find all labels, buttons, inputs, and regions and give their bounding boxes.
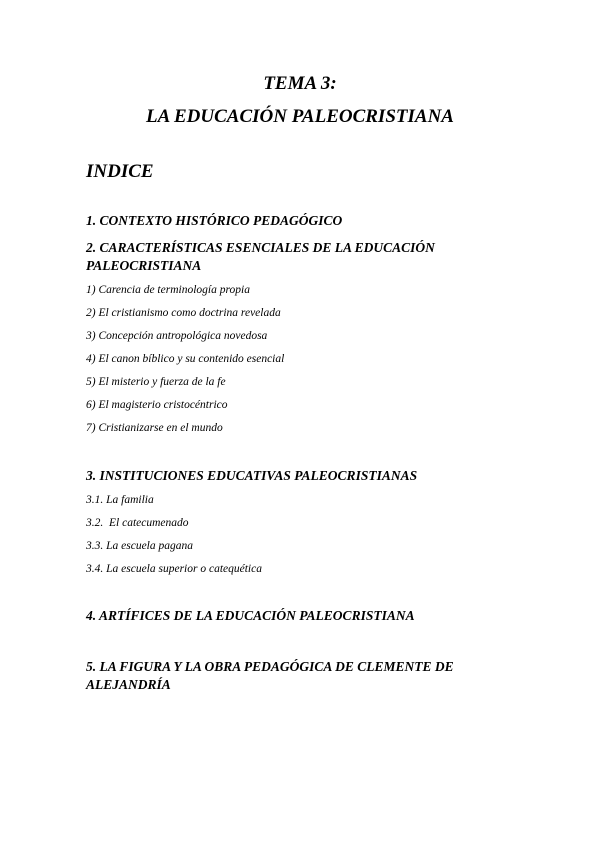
document-title-line-1: TEMA 3: — [263, 73, 337, 94]
section-3-item-2: 3.2. El catecumenado — [86, 517, 189, 529]
section-2-item-3: 3) Concepción antropológica novedosa — [86, 330, 268, 342]
section-2-title: 2. CARACTERÍSTICAS ESENCIALES DE LA EDUCACIÓN PALEOCRISTIANA — [86, 240, 435, 273]
section-1-title: 1. CONTEXTO HISTÓRICO PEDAGÓGICO — [86, 213, 343, 228]
section-2-item-7: 7) Cristianizarse en el mundo — [86, 422, 223, 434]
index-heading: INDICE — [86, 161, 154, 182]
section-4-title: 4. ARTÍFICES DE LA EDUCACIÓN PALEOCRISTIANA — [86, 608, 415, 623]
section-3-item-1: 3.1. La familia — [86, 494, 154, 506]
section-3-item-4: 3.4. La escuela superior o catequética — [86, 563, 262, 575]
section-2-item-4: 4) El canon bíblico y su contenido esencial — [86, 353, 285, 365]
document-title-line-2: LA EDUCACIÓN PALEOCRISTIANA — [146, 106, 454, 127]
section-2-item-6: 6) El magisterio cristocéntrico — [86, 399, 228, 411]
section-2-item-1: 1) Carencia de terminología propia — [86, 284, 250, 296]
section-5-title: 5. LA FIGURA Y LA OBRA PEDAGÓGICA DE CLEMENTE DE ALEJANDRÍA — [86, 659, 454, 692]
section-2-item-5: 5) El misterio y fuerza de la fe — [86, 376, 226, 388]
section-3-item-3: 3.3. La escuela pagana — [86, 540, 194, 552]
section-3-title: 3. INSTITUCIONES EDUCATIVAS PALEOCRISTIANAS — [86, 468, 418, 483]
section-2-item-2: 2) El cristianismo como doctrina revelada — [86, 307, 281, 319]
